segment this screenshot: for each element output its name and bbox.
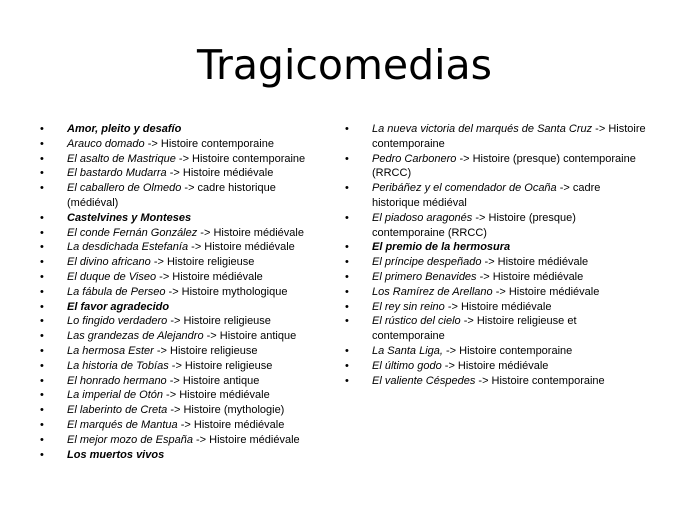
play-category: -> Histoire médiévale bbox=[156, 270, 263, 283]
bullet-icon: • bbox=[40, 389, 44, 402]
play-title: Los muertos vivos bbox=[67, 448, 165, 461]
play-title: El laberinto de Creta bbox=[67, 404, 168, 417]
list-item bbox=[345, 181, 650, 211]
play-title: El premio de la hermosura bbox=[372, 241, 511, 254]
play-category: -> Histoire contemporaine bbox=[442, 344, 573, 357]
play-title: Castelvines y Monteses bbox=[67, 211, 192, 224]
list-item bbox=[40, 181, 330, 211]
play-category: -> Histoire (presque) contemporaine (RRCC) bbox=[372, 152, 636, 180]
play-category: -> Histoire (mythologie) bbox=[167, 404, 285, 417]
play-title: Las grandezas de Alejandro bbox=[67, 330, 204, 343]
play-category: -> Histoire religieuse et contemporaine bbox=[372, 315, 577, 343]
play-category: -> Histoire contemporaine bbox=[475, 374, 605, 387]
left-column-list bbox=[40, 122, 330, 462]
bullet-icon: • bbox=[40, 270, 44, 283]
play-title: Los Ramírez de Arellano bbox=[372, 285, 493, 298]
play-category: -> Histoire médiévale bbox=[166, 167, 274, 180]
list-item bbox=[345, 255, 650, 270]
list-item bbox=[40, 122, 330, 137]
list-item bbox=[40, 285, 330, 300]
bullet-icon: • bbox=[40, 226, 44, 239]
bullet-icon: • bbox=[345, 315, 349, 328]
list-item bbox=[40, 314, 330, 329]
list-item bbox=[40, 270, 330, 285]
bullet-icon: • bbox=[40, 344, 44, 357]
bullet-icon: • bbox=[345, 152, 349, 165]
bullet-icon: • bbox=[40, 448, 44, 461]
list-item bbox=[40, 359, 330, 374]
bullet-icon: • bbox=[40, 152, 44, 165]
bullet-icon: • bbox=[40, 359, 44, 372]
list-item bbox=[345, 270, 650, 285]
play-title: El divino africano bbox=[67, 256, 151, 269]
list-item bbox=[345, 314, 650, 344]
bullet-icon: • bbox=[345, 344, 349, 357]
play-title: El bastardo Mudarra bbox=[67, 167, 167, 180]
play-title: El rey sin reino bbox=[372, 300, 445, 313]
bullet-icon: • bbox=[40, 418, 44, 431]
play-title: La fábula de Perseo bbox=[67, 285, 166, 298]
bullet-icon: • bbox=[345, 256, 349, 269]
play-category: -> Histoire antique bbox=[166, 374, 260, 387]
list-item bbox=[345, 359, 650, 374]
bullet-icon: • bbox=[345, 300, 349, 313]
play-category: -> Histoire religieuse bbox=[168, 359, 273, 372]
list-item bbox=[40, 374, 330, 389]
bullet-icon: • bbox=[40, 315, 44, 328]
list-item bbox=[40, 226, 330, 241]
play-title: La Santa Liga, bbox=[372, 344, 443, 357]
list-item bbox=[345, 211, 650, 241]
list-item bbox=[40, 403, 330, 418]
play-category: -> Histoire médiévale bbox=[192, 433, 300, 446]
play-title: La historia de Tobías bbox=[67, 359, 169, 372]
play-category: -> Histoire contemporaine bbox=[144, 137, 274, 150]
bullet-icon: • bbox=[345, 123, 349, 135]
play-title: El mejor mozo de España bbox=[67, 433, 193, 446]
play-category: -> Histoire mythologique bbox=[165, 285, 288, 298]
play-category: -> Histoire religieuse bbox=[153, 344, 258, 357]
play-title: El príncipe despeñado bbox=[372, 256, 482, 269]
list-item bbox=[345, 344, 650, 359]
slide-title: Tragicomedias bbox=[196, 41, 493, 89]
play-category: -> Histoire médiévale bbox=[177, 418, 285, 431]
play-category: -> cadre historique (médiéval) bbox=[67, 182, 276, 209]
play-title: La hermosa Ester bbox=[67, 344, 154, 357]
play-title: El último godo bbox=[372, 359, 442, 372]
play-category: -> Histoire (presque) contemporaine (RRCC) bbox=[372, 211, 576, 239]
play-title: El primero Benavides bbox=[372, 270, 477, 283]
list-item bbox=[40, 255, 330, 270]
play-category: -> Histoire religieuse bbox=[167, 315, 271, 328]
bullet-icon: • bbox=[40, 285, 44, 298]
bullet-icon: • bbox=[345, 241, 349, 254]
play-category: -> Histoire médiévale bbox=[476, 270, 584, 283]
play-title: La imperial de Otón bbox=[67, 389, 163, 402]
play-title: El honrado hermano bbox=[67, 374, 167, 387]
bullet-icon: • bbox=[345, 182, 349, 195]
play-category: -> cadre historique médiéval bbox=[372, 182, 601, 209]
list-item bbox=[40, 329, 330, 344]
list-item bbox=[345, 122, 650, 152]
bullet-icon: • bbox=[40, 300, 44, 313]
list-item bbox=[40, 448, 330, 463]
bullet-icon: • bbox=[40, 167, 44, 180]
play-title: El conde Fernán González bbox=[67, 226, 198, 239]
play-category: -> Histoire médiévale bbox=[492, 285, 600, 298]
bullet-icon: • bbox=[40, 374, 44, 387]
bullet-icon: • bbox=[40, 433, 44, 446]
bullet-icon: • bbox=[40, 404, 44, 417]
bullet-icon: • bbox=[345, 359, 349, 372]
bullet-icon: • bbox=[345, 211, 349, 224]
play-title: Lo fingido verdadero bbox=[67, 315, 168, 328]
play-title: Pedro Carbonero bbox=[372, 152, 457, 165]
list-item bbox=[40, 418, 330, 433]
play-category: -> Histoire médiévale bbox=[481, 256, 589, 269]
play-title: El favor agradecido bbox=[67, 300, 170, 313]
play-title: Amor, pleito y desafío bbox=[67, 123, 182, 135]
play-category: -> Histoire antique bbox=[203, 330, 297, 343]
play-title: El marqués de Mantua bbox=[67, 418, 178, 431]
list-item bbox=[40, 137, 330, 152]
list-item bbox=[40, 433, 330, 448]
list-item bbox=[345, 374, 650, 389]
bullet-icon: • bbox=[345, 270, 349, 283]
list-item bbox=[40, 166, 330, 181]
bullet-icon: • bbox=[40, 182, 44, 195]
play-category: -> Histoire médiévale bbox=[197, 226, 304, 239]
bullet-icon: • bbox=[40, 211, 44, 224]
list-item bbox=[345, 285, 650, 300]
play-category: -> Histoire religieuse bbox=[150, 256, 255, 269]
play-title: El asalto de Mastrique bbox=[67, 152, 176, 165]
play-title: El piadoso aragonés bbox=[372, 211, 473, 224]
list-item bbox=[40, 240, 330, 255]
play-title: El rústico del cielo bbox=[372, 315, 461, 328]
list-item bbox=[345, 240, 650, 255]
play-category: -> Histoire médiévale bbox=[163, 389, 270, 402]
play-category: -> Histoire contemporaine bbox=[175, 152, 306, 165]
bullet-icon: • bbox=[40, 330, 44, 343]
play-title: La nueva victoria del marqués de Santa Cruz bbox=[372, 123, 593, 135]
list-item bbox=[40, 344, 330, 359]
list-item bbox=[345, 152, 650, 182]
play-category: -> Histoire médiévale bbox=[444, 300, 552, 313]
list-item bbox=[40, 388, 330, 403]
list-item bbox=[40, 152, 330, 167]
play-title: La desdichada Estefanía bbox=[67, 241, 189, 254]
bullet-icon: • bbox=[345, 285, 349, 298]
bullet-icon: • bbox=[40, 123, 44, 135]
right-column-list bbox=[345, 122, 650, 388]
bullet-icon: • bbox=[40, 137, 44, 150]
bullet-icon: • bbox=[40, 241, 44, 254]
play-category: -> Histoire contemporaine bbox=[372, 123, 646, 150]
play-title: Arauco domado bbox=[67, 137, 145, 150]
play-title: El duque de Viseo bbox=[67, 270, 157, 283]
bullet-icon: • bbox=[40, 256, 44, 269]
play-category: -> Histoire médiévale bbox=[188, 241, 295, 254]
bullet-icon: • bbox=[345, 374, 349, 387]
list-item bbox=[40, 300, 330, 315]
play-title: El caballero de Olmedo bbox=[67, 182, 182, 195]
play-title: Peribáñez y el comendador de Ocaña bbox=[372, 182, 557, 195]
play-category: -> Histoire médiévale bbox=[441, 359, 549, 372]
play-title: El valiente Céspedes bbox=[372, 374, 476, 387]
list-item bbox=[40, 211, 330, 226]
list-item bbox=[345, 300, 650, 315]
